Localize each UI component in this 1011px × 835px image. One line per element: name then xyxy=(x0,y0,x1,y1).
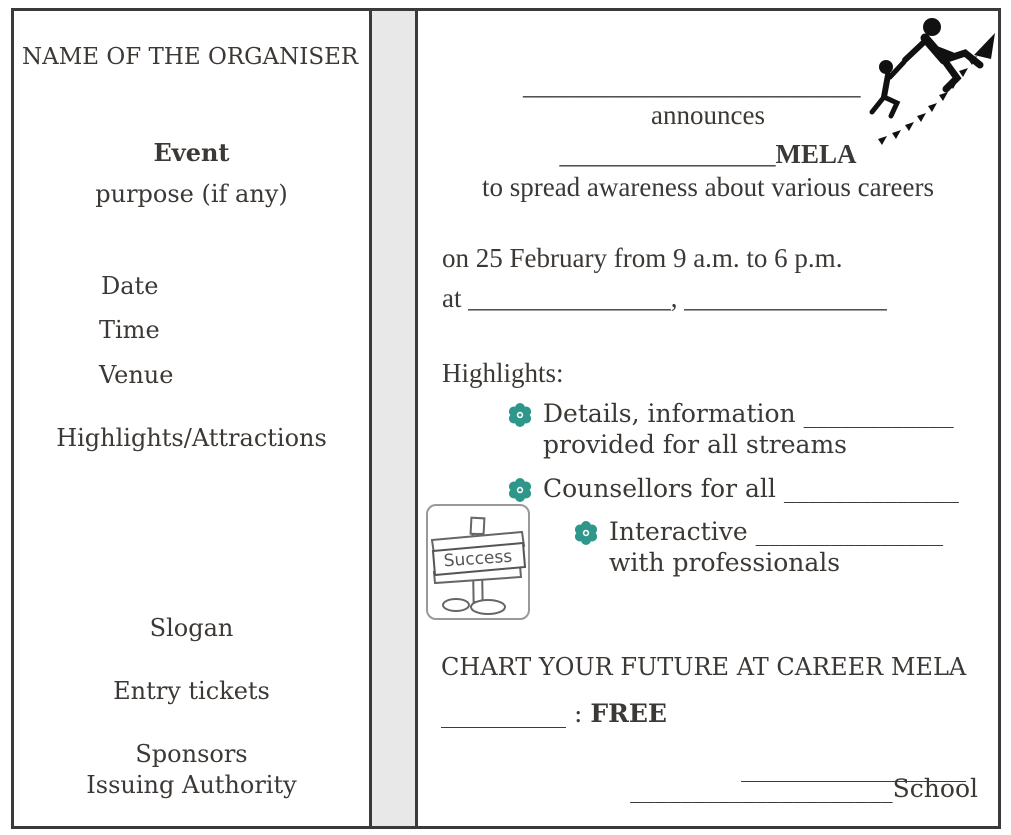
poster-slogan-text: CHART YOUR FUTURE AT CAREER MELA xyxy=(441,653,967,681)
poster-panel xyxy=(418,11,998,826)
event-label: Event xyxy=(153,138,230,167)
venue-label: Venue xyxy=(99,361,174,389)
datetime-text: on 25 February from 9 a.m. to 6 p.m. xyxy=(442,243,843,273)
signature-blank-line: __________________ xyxy=(741,753,966,782)
highlight-details-line2: provided for all streams xyxy=(543,430,847,460)
highlight-item-counsellors xyxy=(508,473,959,504)
entry-tickets-label: Entry tickets xyxy=(113,677,270,705)
issuing-school-text: School xyxy=(892,774,978,803)
label-panel xyxy=(14,11,369,826)
flower-bullet-icon xyxy=(508,403,532,427)
highlights-heading: Highlights: xyxy=(442,358,564,388)
tickets-blank: __________ : xyxy=(441,699,591,728)
success-sign-illustration xyxy=(426,504,530,620)
tickets-value: FREE xyxy=(590,699,667,728)
highlight-item-details xyxy=(508,398,954,461)
event-name-line xyxy=(418,138,998,170)
time-label: Time xyxy=(99,316,160,344)
issuing-authority-label: Issuing Authority xyxy=(86,771,297,799)
highlight-item-interactive xyxy=(574,516,943,579)
sponsors-label: Sponsors xyxy=(135,740,248,768)
flower-bullet-icon xyxy=(574,521,598,545)
purpose-label: purpose (if any) xyxy=(95,180,288,208)
issuing-blank: _____________________ xyxy=(630,774,893,803)
success-sign-text: Success xyxy=(443,546,513,572)
issuing-line xyxy=(630,774,978,803)
date-label: Date xyxy=(101,272,159,300)
venue-blank-line: at _______________, _______________ xyxy=(442,283,887,313)
slogan-label: Slogan xyxy=(149,614,234,642)
announces-text: announces xyxy=(651,100,765,130)
poster-frame xyxy=(11,8,1001,829)
highlight-counsellors-line1: Counsellors for all ______________ xyxy=(543,474,959,503)
organiser-blank-line: _________________________ xyxy=(523,70,861,100)
tagline-text: to spread awareness about various careers xyxy=(481,172,935,202)
panel-divider xyxy=(369,11,418,826)
flower-bullet-icon xyxy=(508,478,532,502)
event-name-text: MELA xyxy=(775,139,857,169)
highlight-interactive-line2: with professionals xyxy=(609,548,841,578)
tickets-line xyxy=(441,699,667,728)
organiser-label: NAME OF THE ORGANISER xyxy=(22,44,359,70)
highlights-label: Highlights/Attractions xyxy=(56,424,327,452)
event-name-blank: ________________ xyxy=(559,139,776,169)
highlight-interactive-line1: Interactive _______________ xyxy=(609,517,944,546)
highlight-details-line1: Details, information ____________ xyxy=(543,399,954,428)
